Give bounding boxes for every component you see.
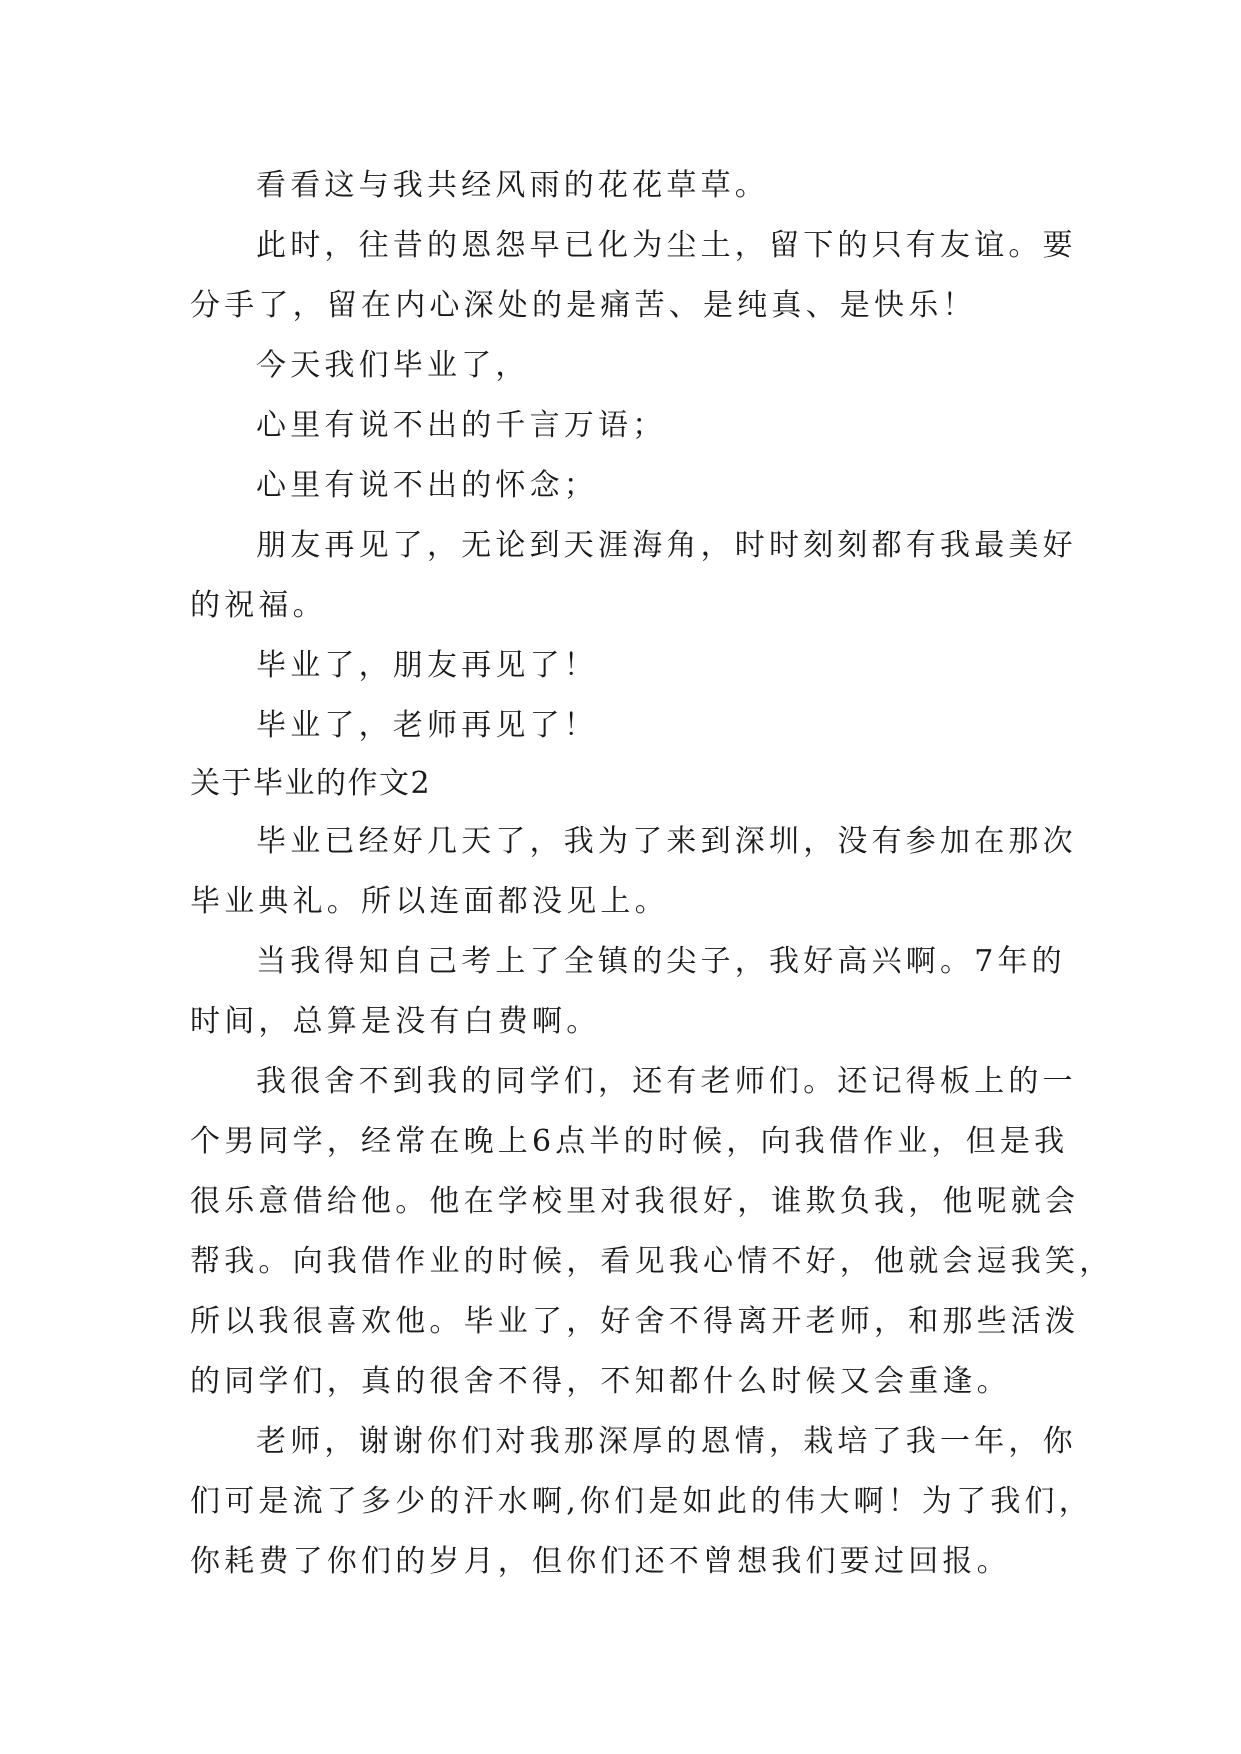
paragraph-line: 所以我很喜欢他。毕业了，好舍不得离开老师，和那些活泼 <box>190 1304 1080 1339</box>
paragraph-line: 很乐意借给他。他在学校里对我很好，谁欺负我，他呢就会 <box>190 1184 1080 1219</box>
paragraph-line: 的祝福。 <box>190 588 327 623</box>
paragraph-line: 个男同学，经常在晚上6点半的时候，向我借作业，但是我 <box>190 1124 1069 1159</box>
paragraph-line: 我很舍不到我的同学们，还有老师们。还记得板上的一 <box>256 1064 1077 1099</box>
paragraph-line: 毕业典礼。所以连面都没见上。 <box>190 884 669 919</box>
poem-line: 心里有说不出的怀念； <box>256 468 598 503</box>
paragraph-line: 们可是流了多少的汗水啊,你们是如此的伟大啊！为了我们， <box>190 1484 1093 1519</box>
paragraph-line: 的同学们，真的很舍不得，不知都什么时候又会重逢。 <box>190 1364 1011 1399</box>
paragraph-line: 帮我。向我借作业的时候，看见我心情不好，他就会逗我笑， <box>190 1244 1114 1279</box>
paragraph-line: 朋友再见了，无论到天涯海角，时时刻刻都有我最美好 <box>256 528 1077 563</box>
poem-line: 今天我们毕业了， <box>256 348 530 383</box>
paragraph-line: 毕业了，朋友再见了！ <box>256 648 598 683</box>
poem-line: 心里有说不出的千言万语； <box>256 408 667 443</box>
document-page <box>190 156 1114 1592</box>
paragraph-line: 当我得知自己考上了全镇的尖子，我好高兴啊。7年的 <box>256 944 1066 979</box>
paragraph-line: 此时，往昔的恩怨早已化为尘土，留下的只有友谊。要 <box>256 228 1077 263</box>
paragraph-line: 毕业已经好几天了，我为了来到深圳，没有参加在那次 <box>256 824 1077 859</box>
paragraph-line: 老师，谢谢你们对我那深厚的恩情，栽培了我一年，你 <box>256 1424 1077 1459</box>
section-title: 关于毕业的作文2 <box>190 766 432 801</box>
paragraph-line: 看看这与我共经风雨的花花草草。 <box>256 168 769 203</box>
paragraph-line: 毕业了，老师再见了！ <box>256 708 598 743</box>
paragraph-line: 时间，总算是没有白费啊。 <box>190 1004 601 1039</box>
paragraph-line: 你耗费了你们的岁月，但你们还不曾想我们要过回报。 <box>190 1544 1011 1579</box>
paragraph-line: 分手了，留在内心深处的是痛苦、是纯真、是快乐！ <box>190 288 977 323</box>
